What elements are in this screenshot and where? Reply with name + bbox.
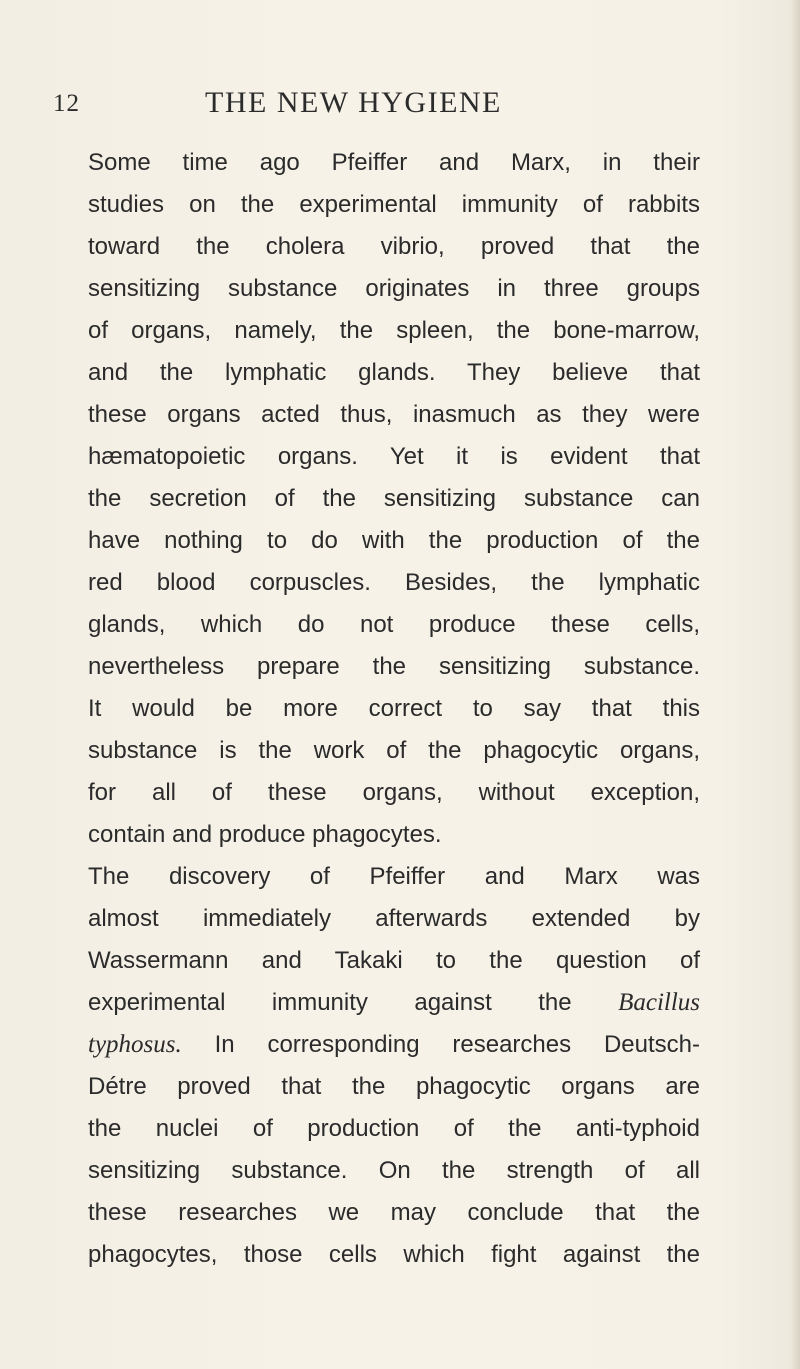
text-line: Wassermann and Takaki to the question of [88,947,700,974]
text-line: of organs, namely, the spleen, the bone-marrow, [88,317,700,344]
text-line: studies on the experimental immunity of rabbits [88,191,700,218]
text-line: sensitizing substance. On the strength of all [88,1157,700,1184]
text-line: for all of these organs, without exception, [88,779,700,806]
text-line: the secretion of the sensitizing substance can [88,485,700,512]
body-text [88,142,700,1276]
text-line: hæmatopoietic organs. Yet it is evident that [88,443,700,470]
text-line: sensitizing substance originates in three groups [88,275,700,302]
text-line: the nuclei of production of the anti-typhoid [88,1115,700,1142]
italic-term: typhosus. [88,1031,182,1058]
italic-term: Bacillus [618,989,701,1016]
page-edge-shadow [790,0,800,1369]
text-line: glands, which do not produce these cells, [88,611,700,638]
text-line: Some time ago Pfeiffer and Marx, in their [88,149,700,176]
text-line-with-italic [88,1024,700,1066]
text-line: The discovery of Pfeiffer and Marx was [88,863,700,890]
text-line: nevertheless prepare the sensitizing substance. [88,653,700,680]
text-line: have nothing to do with the production of the [88,527,700,554]
text-segment: experimental immunity against the [88,989,572,1016]
page-header [0,80,800,120]
text-line-with-italic [88,982,700,1024]
text-line: these organs acted thus, inasmuch as they were [88,401,700,428]
text-line: these researches we may conclude that the [88,1199,700,1226]
page-number: 12 [53,90,80,117]
text-line: substance is the work of the phagocytic organs, [88,737,700,764]
text-line: red blood corpuscles. Besides, the lymphatic [88,569,700,596]
text-line: almost immediately afterwards extended by [88,905,700,932]
running-head-title: THE NEW HYGIENE [205,86,502,119]
text-line: and the lymphatic glands. They believe that [88,359,700,386]
text-line: contain and produce phagocytes. [88,821,442,848]
text-line: toward the cholera vibrio, proved that the [88,233,700,260]
text-line: Détre proved that the phagocytic organs are [88,1073,700,1100]
text-line: It would be more correct to say that this [88,695,700,722]
text-segment: In corresponding researches Deutsch- [214,1031,700,1058]
text-line: phagocytes, those cells which fight against the [88,1241,700,1268]
